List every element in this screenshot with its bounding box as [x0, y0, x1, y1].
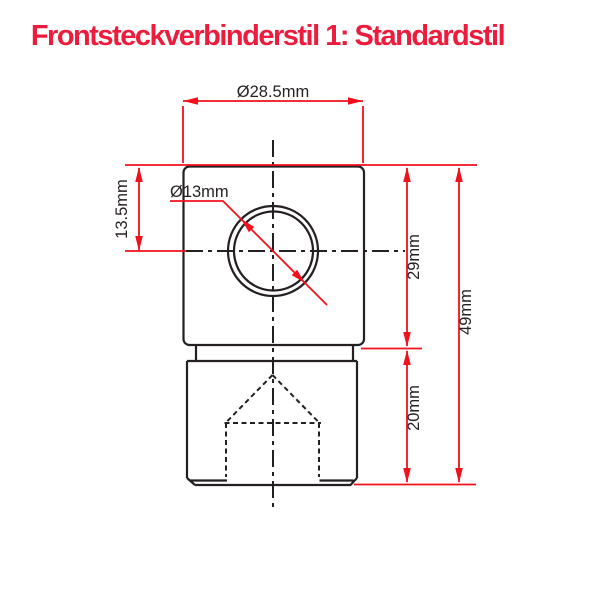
dimension-upper-height: [361, 167, 423, 349]
dimension-hole-diameter: [170, 183, 327, 305]
arrow-up-icon: [403, 350, 411, 365]
dimension-total-height: [354, 167, 476, 485]
arrow-up-icon: [135, 167, 143, 182]
dimension-lines: [125, 165, 477, 251]
arrow-down-icon: [403, 332, 411, 347]
page-title: Frontsteckverbinderstil 1: Standardstil: [30, 20, 505, 52]
arrow-down-icon: [455, 468, 463, 483]
dimension-label: 13.5mm: [113, 179, 131, 239]
dimension-label: Ø28.5mm: [236, 83, 310, 101]
arrow-right-icon: [348, 97, 363, 105]
dimension-label: 49mm: [457, 289, 475, 335]
dimension-label: Ø13mm: [170, 183, 229, 201]
dimension-lower-height: [403, 350, 423, 483]
neck-outline: [196, 346, 353, 361]
arrow-up-icon: [455, 167, 463, 182]
arrow-left-icon: [183, 97, 198, 105]
arrow-up-icon: [403, 167, 411, 182]
dimension-label: 29mm: [405, 234, 423, 280]
arrow-down-icon: [403, 468, 411, 483]
dimension-label: 20mm: [405, 385, 423, 431]
arrow-down-icon: [135, 236, 143, 251]
